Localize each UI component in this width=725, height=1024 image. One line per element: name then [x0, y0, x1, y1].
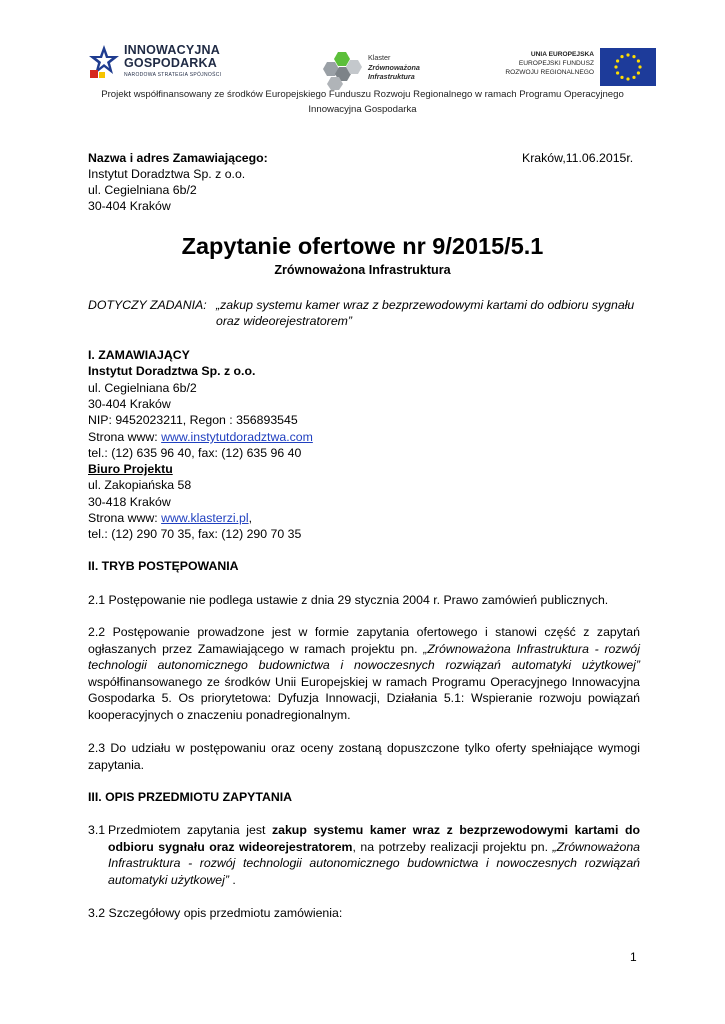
project-office-label: Biuro Projektu: [88, 462, 173, 476]
ig-title: INNOWACYJNA GOSPODARKA: [124, 43, 220, 70]
section-heading-subject: III. OPIS PRZEDMIOTU ZAPYTANIA: [88, 790, 293, 804]
project-office-www: Strona www: www.klasterzi.pl,: [88, 511, 253, 525]
eu-flag-icon: [600, 48, 656, 86]
paragraph-3-2: 3.2 Szczegółowy opis przedmiotu zamówienia:: [88, 906, 343, 920]
ordering-party-name: Instytut Doradztwa Sp. z o.o.: [88, 364, 256, 378]
addressee-city: 30-404 Kraków: [88, 199, 171, 213]
paragraph-3-1-number: 3.1: [88, 823, 106, 837]
addressee-label: Nazwa i adres Zamawiającego:: [88, 151, 268, 165]
eu-text: UNIA EUROPEJSKA EUROPEJSKI FUNDUSZ ROZWOJU REGIONALNEGO: [505, 51, 594, 77]
project-office-tel: tel.: (12) 290 70 35, fax: (12) 290 70 35: [88, 527, 302, 541]
paragraph-2-1: 2.1 Postępowanie nie podlega ustawie z dnia 29 stycznia 2004 r. Prawo zamówień publicznych.: [88, 593, 609, 607]
addressee-street: ul. Cegielniana 6b/2: [88, 183, 197, 197]
cofinancing-note: Projekt współfinansowany ze środków Europejskiego Funduszu Rozwoju Regionalnego w ramach Programu Operacyjnego Innowacyjna Gospodarka: [101, 89, 624, 115]
ordering-party-city: 30-404 Kraków: [88, 397, 171, 411]
paragraph-3-1: Przedmiotem zapytania jest zakup systemu kamer wraz z bezprzewodowymi kartami do odbioru sygnału oraz wideorejestratorem, na potrzeby realizacji projektu pn. „Zrównoważona Infrastruktura - rozwój technologii autonomicznego budownictwa i nowoczesnych rozwiązań automatyki użytkowej” .: [108, 823, 640, 887]
innowacyjna-gospodarka-logo: [87, 42, 227, 86]
klaster-logo: [320, 50, 430, 90]
project-office-city: 30-418 Kraków: [88, 495, 171, 509]
paragraph-2-3: 2.3 Do udziału w postępowaniu oraz oceny zostaną dopuszczone tylko oferty spełniające wymogi zapytania.: [88, 741, 640, 772]
concerns-text-line1: „zakup systemu kamer wraz z bezprzewodowymi kartami do odbioru sygnału: [216, 298, 635, 312]
page-number: 1: [630, 950, 637, 964]
section-heading-procedure: II. TRYB POSTĘPOWANIA: [88, 559, 239, 573]
ordering-party-nip: NIP: 9452023211, Regon : 356893545: [88, 413, 298, 427]
ordering-party-www: Strona www: www.instytutdoradztwa.com: [88, 430, 313, 444]
ig-subtitle: NARODOWA STRATEGIA SPÓJNOŚCI: [124, 72, 222, 78]
page-subtitle: Zrównoważona Infrastruktura: [274, 263, 451, 277]
ordering-party-www-link[interactable]: www.instytutdoradztwa.com: [161, 430, 313, 444]
ordering-party-street: ul. Cegielniana 6b/2: [88, 381, 197, 395]
section-heading-ordering-party: I. ZAMAWIAJĄCY: [88, 348, 190, 362]
project-office-street: ul. Zakopiańska 58: [88, 478, 192, 492]
addressee-name: Instytut Doradztwa Sp. z o.o.: [88, 167, 246, 181]
klaster-hexagon-icon: [320, 50, 366, 90]
ig-star-icon: [87, 42, 121, 82]
concerns-text-line2: oraz wideorejestratorem”: [216, 314, 352, 328]
page-title: Zapytanie ofertowe nr 9/2015/5.1: [181, 233, 544, 259]
klaster-text: Klaster Zrównoważona Infrastruktura: [368, 53, 420, 82]
project-office-www-link[interactable]: www.klasterzi.pl: [161, 511, 249, 525]
concerns-label: DOTYCZY ZADANIA:: [88, 298, 207, 312]
ordering-party-tel: tel.: (12) 635 96 40, fax: (12) 635 96 40: [88, 446, 302, 460]
eu-logo: [500, 48, 656, 88]
document-date: Kraków,11.06.2015r.: [522, 151, 634, 165]
paragraph-2-2: 2.2 Postępowanie prowadzone jest w formie zapytania ofertowego i stanowi część z zapytań ogłaszanych przez Zamawiającego w ramach projektu pn. „Zrównoważona Infrastruktura - rozwój technologii autonomicznego budownictwa i nowoczesnych rozwiązań automatyki użytkowej” współfinansowanego ze środków Unii Europejskiej w ramach Programu Operacyjnego Innowacyjna Gospodarka 5. Os priorytetowa: Dyfuzja Innowacji, Działania 5.1: Wspieranie rozwoju powiązań kooperacyjnych o znaczeniu ponadregionalnym.: [88, 625, 640, 722]
